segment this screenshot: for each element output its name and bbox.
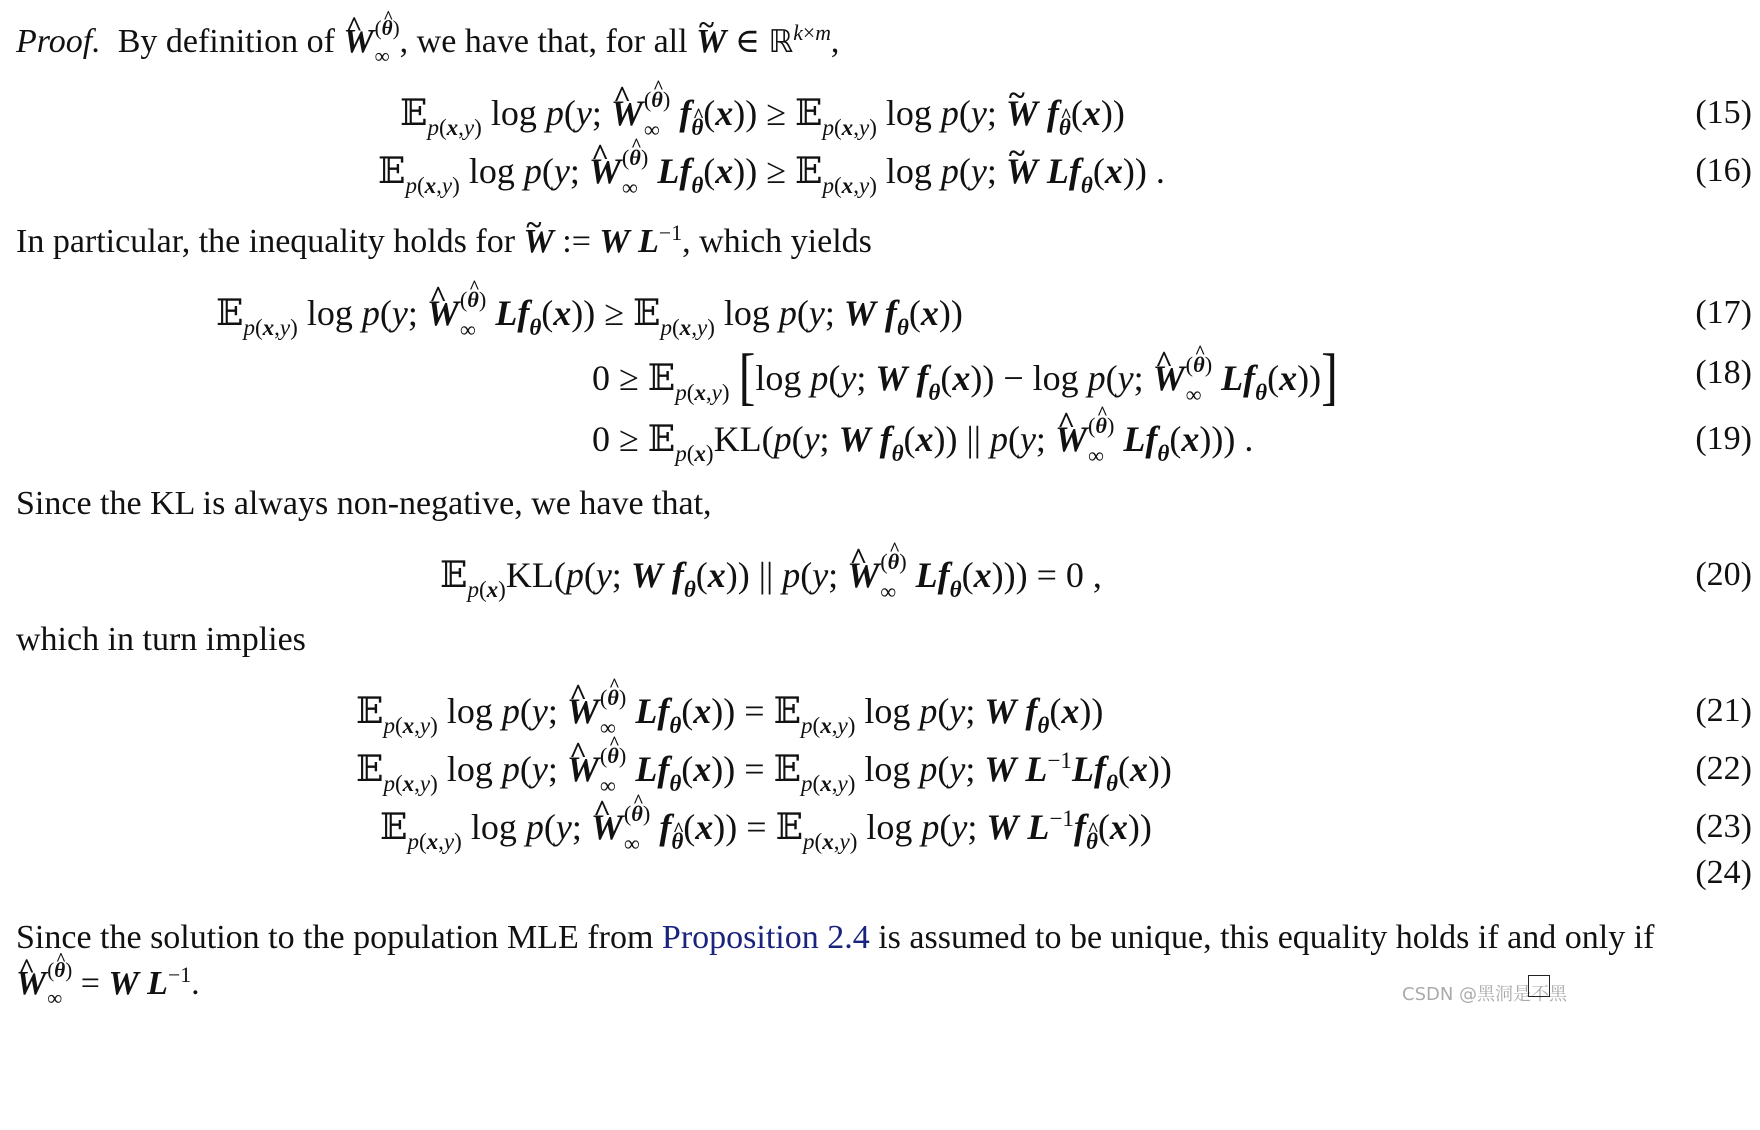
equation-18-body: 0 ≥ 𝔼$_{p(x,y)}$ [log p(y; W $f_\theta(x)) - \log p(y$; ^ W (^ θ) ∞ $Lf_\theta(x)$)]: [592, 348, 1338, 405]
equation-number-23: (23): [1695, 808, 1752, 845]
equation-number-16: (16): [1695, 152, 1752, 189]
equation-19-body: 0 ≥ 𝔼$_{p(x)}$KL(p(y; W $f_\theta(x)$) || p(y; ^ W (^ θ) ∞ $Lf_\theta(x)$)) .: [592, 414, 1253, 466]
implies-line: which in turn implies: [16, 621, 306, 658]
closing-line-1: [16, 918, 1654, 958]
closing-text-b: is assumed to be unique, this equality holds if and only if: [869, 919, 1655, 956]
equation-number-18: (18): [1695, 354, 1752, 391]
proof-intro-line: Proof. By definition of ^ W (^ θ) ∞ , we have that, for all ~ W ∈ ℝ$^{k\times m}$,: [16, 22, 839, 66]
equation-number-15: (15): [1695, 94, 1752, 131]
qed-square-icon: [1528, 975, 1550, 997]
equation-23: [0, 800, 1760, 856]
proof-label: Proof.: [16, 23, 101, 60]
proposition-link[interactable]: Proposition 2.4: [661, 919, 870, 956]
equation-21-body: 𝔼$_{p(x,y)}$ log p(y; ^ W (^ θ) ∞ $Lf_\theta(x)$) = 𝔼$_{p(x,y)}$ log p(y; W $f_\theta(x)$): [356, 686, 1103, 738]
equation-18: [0, 340, 1760, 411]
equation-15: [0, 86, 1760, 142]
equation-16-body: 𝔼$_{p(x,y)}$ log p(y; ^ W (^ θ) ∞ $Lf_\theta(x)$) ≥ 𝔼$_{p(x,y)}$ log p(y; ~ W $Lf_\theta(x)$) .: [378, 146, 1165, 198]
equation-16: [0, 144, 1760, 200]
equation-21: [0, 684, 1760, 740]
particular-line: In particular, the inequality holds for ~ W := W $L^{-1}$, which yields: [16, 222, 872, 262]
closing-text-a: Since the solution to the population MLE from: [16, 919, 662, 956]
equation-17-body: 𝔼$_{p(x,y)}$ log p(y; ^ W (^ θ) ∞ $Lf_\theta(x)$) ≥ 𝔼$_{p(x,y)}$ log p(y; W $f_\theta(x)$): [216, 288, 963, 340]
equation-24: [0, 848, 1760, 898]
particular-text-b: , which yields: [682, 223, 872, 260]
intro-text-a: By definition of: [117, 23, 344, 60]
equation-number-20: (20): [1695, 556, 1752, 593]
watermark: CSDN @黑洞是不黑: [1402, 984, 1568, 1005]
equation-number-21: (21): [1695, 692, 1752, 729]
equation-22: [0, 742, 1760, 798]
kl-sentence: Since the KL is always non-negative, we have that,: [16, 485, 712, 522]
equation-17: [0, 286, 1760, 342]
equation-15-body: 𝔼$_{p(x,y)}$ log p(y; ^ W (^ θ) ∞ $f_\theta(x)$) ≥ 𝔼$_{p(x,y)}$ log p(y; ~ W $f_\theta(x)$): [400, 88, 1125, 140]
equation-number-22: (22): [1695, 750, 1752, 787]
equation-20-body: 𝔼$_{p(x)}$KL(p(y; W $f_\theta(x)$) || p(y; ^ W (^ θ) ∞ $Lf_\theta(x))) = 0$ ,: [440, 550, 1102, 602]
equation-19: [0, 412, 1760, 468]
equation-number-17: (17): [1695, 294, 1752, 331]
equation-20: [0, 548, 1760, 604]
equation-number-24: (24): [1695, 854, 1752, 891]
equation-number-19: (19): [1695, 420, 1752, 457]
intro-text-b: , we have that, for all: [399, 23, 697, 60]
equation-22-body: 𝔼$_{p(x,y)}$ log p(y; ^ W (^ θ) ∞ $Lf_\theta(x)$) = 𝔼$_{p(x,y)}$ log p(y; W $L^{-1}Lf_\theta(x)$): [356, 744, 1172, 796]
closing-line-2: ^ W (^ θ) ∞ = W $L^{-1}$.: [16, 964, 200, 1008]
equation-23-body: 𝔼$_{p(x,y)}$ log p(y; ^ W (^ θ) ∞ $f_\theta(x)$) = 𝔼$_{p(x,y)}$ log p(y; W $L^{-1}f_\theta(x)$): [380, 802, 1152, 854]
particular-text-a: In particular, the inequality holds for: [16, 223, 524, 260]
